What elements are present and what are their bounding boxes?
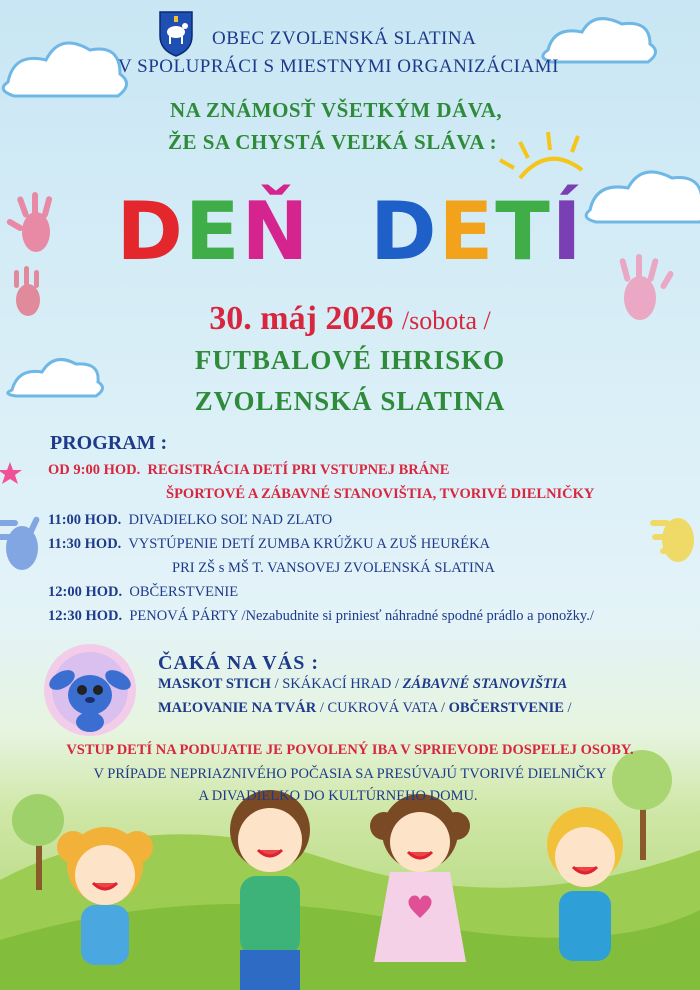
star-icon — [0, 462, 22, 484]
venue-line-1: FUTBALOVÉ IHRISKO — [194, 345, 506, 375]
attractions-heading: ČAKÁ NA VÁS : — [158, 652, 319, 674]
title-letter: Í — [551, 185, 584, 278]
program-row: PRI ZŠ s MŠ T. VANSOVEJ ZVOLENSKÁ SLATINA — [172, 560, 495, 576]
program-text: PENOVÁ PÁRTY /Nezabudnite si priniesť náhradné spodné prádlo a ponožky./ — [129, 608, 594, 624]
tagline-1: NA ZNÁMOSŤ VŠETKÝM DÁVA, — [170, 98, 503, 122]
attraction-separator: / — [563, 700, 572, 716]
title-letter: E — [184, 185, 242, 278]
handprint-icon — [650, 518, 694, 562]
program-row — [48, 462, 449, 479]
attractions-line-1 — [158, 676, 567, 693]
child-illustration — [230, 790, 310, 990]
program-text: VYSTÚPENIE DETÍ ZUMBA KRÚŽKU A ZUŠ HEURÉKA — [128, 536, 491, 552]
program-text: REGISTRÁCIA DETÍ PRI VSTUPNEJ BRÁNE — [147, 462, 450, 478]
attraction-mascot: MASKOT STICH — [158, 676, 271, 692]
attraction-separator: / CUKROVÁ VATA / — [316, 700, 449, 716]
program-row — [48, 536, 490, 553]
title-letter: E — [438, 185, 496, 278]
title-letter — [310, 192, 370, 272]
program-text: OBČERSTVENIE — [129, 584, 239, 600]
coat-of-arms-icon — [160, 12, 192, 56]
cloud-icon — [3, 43, 126, 96]
attractions-line-2 — [158, 700, 572, 717]
program-row — [48, 512, 332, 529]
event-title — [0, 185, 700, 278]
organizer-line: OBEC ZVOLENSKÁ SLATINA — [212, 28, 477, 49]
program-heading: PROGRAM : — [50, 432, 168, 454]
title-letter: T — [495, 185, 552, 278]
program-time: 11:30 HOD. — [48, 536, 122, 552]
program-time: 12:30 HOD. — [48, 608, 123, 624]
cooperation-line: V SPOLUPRÁCI S MIESTNYMI ORGANIZÁCIAMI — [118, 56, 559, 77]
attraction-refreshments: OBČERSTVENIE — [448, 700, 564, 716]
cloud-icon — [543, 19, 656, 62]
handprint-icon — [0, 516, 40, 570]
attraction-stations: ZÁBAVNÉ STANOVIŠTIA — [402, 676, 568, 692]
date-main: 30. máj 2026 — [209, 300, 394, 337]
program-time: OD 9:00 HOD. — [48, 462, 141, 478]
date-day: /sobota / — [401, 306, 491, 335]
title-letter: Ň — [241, 185, 311, 278]
sun-icon — [500, 132, 582, 178]
tagline-2: ŽE SA CHYSTÁ VEĽKÁ SLÁVA : — [168, 130, 498, 154]
program-row — [48, 584, 238, 601]
attraction-separator: / SKÁKACÍ HRAD / — [270, 676, 403, 692]
title-letter: D — [116, 185, 185, 278]
title-letter: D — [370, 185, 439, 278]
venue-line-2: ZVOLENSKÁ SLATINA — [194, 386, 506, 416]
program-time: 12:00 HOD. — [48, 584, 123, 600]
entry-notice: VSTUP DETÍ NA PODUJATIE JE POVOLENÝ IBA V SPRIEVODE DOSPELEJ OSOBY. — [66, 742, 634, 758]
weather-notice-2: A DIVADIELKO DO KULTÚRNEHO DOMU. — [198, 788, 478, 804]
program-text: DIVADIELKO SOĽ NAD ZLATO — [128, 512, 333, 528]
mascot-stitch-image — [44, 644, 136, 736]
program-time: 11:00 HOD. — [48, 512, 122, 528]
attraction-face-painting: MAĽOVANIE NA TVÁR — [158, 700, 317, 716]
weather-notice-1: V PRÍPADE NEPRIAZNIVÉHO POČASIA SA PRESÚVAJÚ TVORIVÉ DIELNIČKY — [93, 766, 607, 782]
program-row: ŠPORTOVÉ A ZÁBAVNÉ STANOVIŠTIA, TVORIVÉ DIELNIČKY — [166, 486, 595, 502]
program-row — [48, 608, 594, 625]
event-date — [0, 300, 700, 338]
